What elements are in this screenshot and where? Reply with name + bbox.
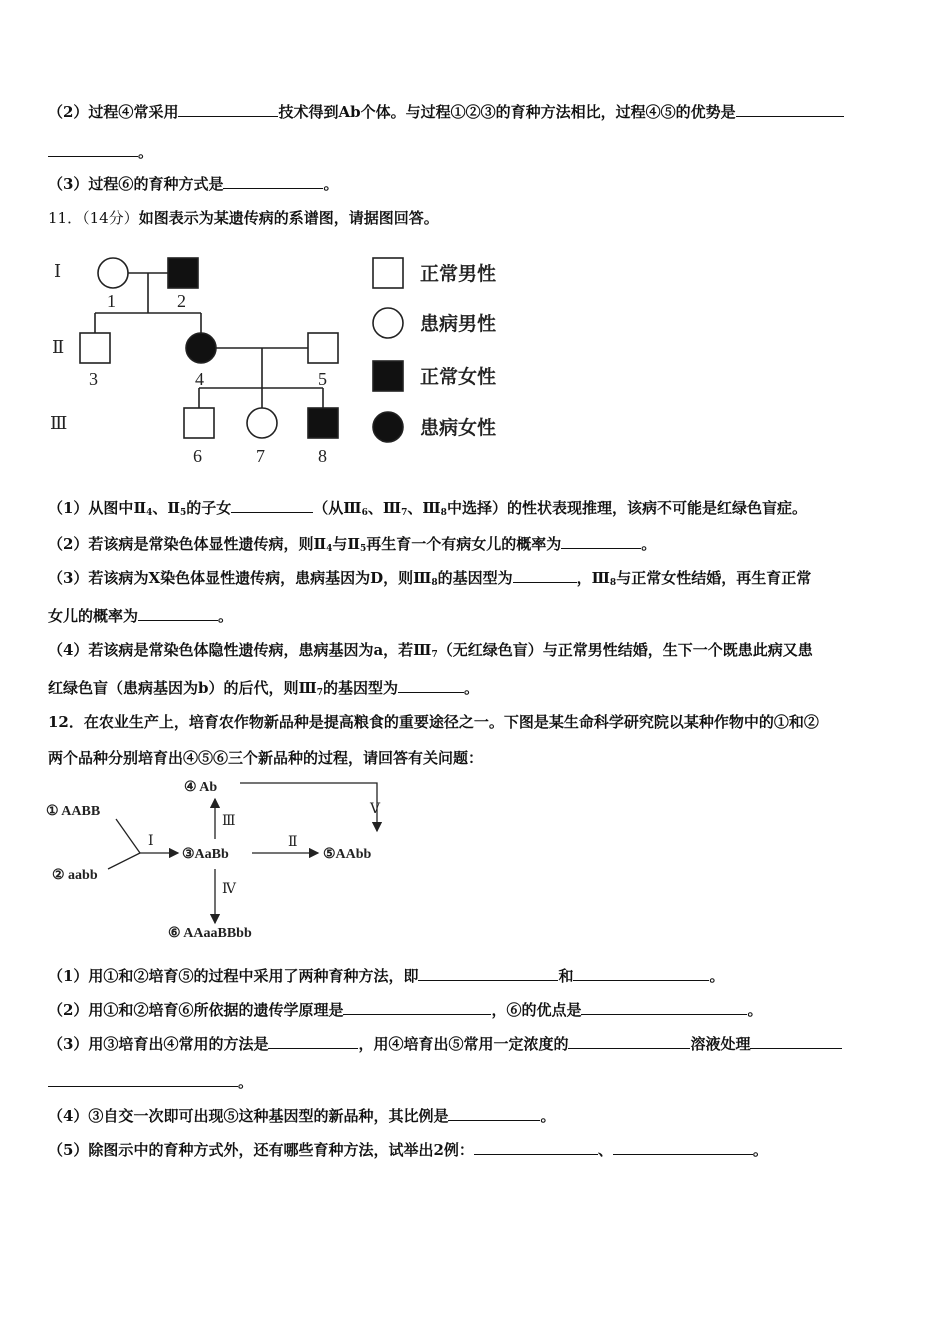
q12-sub4 [48, 1106, 555, 1126]
question-text: （3）用③培育出④常用的方法是 [48, 1035, 269, 1053]
answer-blank[interactable] [513, 568, 577, 583]
answer-blank[interactable] [568, 1034, 690, 1049]
pedigree-II5-square [308, 333, 338, 363]
step-III: Ⅲ [222, 814, 236, 829]
member-number: 2 [177, 291, 186, 311]
answer-blank[interactable] [613, 1140, 753, 1155]
step-II: Ⅱ [288, 835, 298, 850]
breeding-diagram [40, 775, 420, 945]
subscript-number: 8 [431, 578, 438, 588]
member-number: 8 [318, 446, 327, 466]
question-text: ，⑥的优点是 [491, 1001, 582, 1019]
q12-sub3-line1 [48, 1034, 842, 1054]
legend-label: 患病女性 [420, 418, 497, 439]
pedigree-II4-circle [186, 333, 216, 363]
answer-blank[interactable] [398, 678, 464, 693]
q11-sub4-line1 [48, 640, 813, 665]
question-text: （1）从图中Ⅱ [48, 499, 147, 517]
pedigree-I1-circle [98, 258, 128, 288]
question-text: 的基因型为 [323, 679, 399, 697]
question-text: 红绿色盲（患病基因为b）的后代，则Ⅲ [48, 679, 317, 697]
q10-part2-line1 [48, 102, 844, 122]
q10-part2-line2 [48, 142, 153, 162]
subscript-number: 5 [180, 508, 187, 518]
answer-blank[interactable] [48, 142, 138, 157]
subscript-number: 4 [146, 508, 153, 518]
question-text: 。 [540, 1107, 556, 1125]
question-text: 中选择）的性状表现推理，该病不可能是红绿色盲症。 [446, 499, 807, 517]
pedigree-I2-square [168, 258, 198, 288]
question-text: 。 [752, 1141, 768, 1159]
subscript-number: 8 [609, 578, 617, 588]
question-text: 与Ⅱ [332, 535, 361, 553]
answer-blank[interactable] [573, 966, 709, 981]
legend-square-filled [373, 361, 403, 391]
gen-label-III: Ⅲ [50, 413, 68, 433]
question-text: 的基因型为 [437, 569, 513, 587]
answer-blank[interactable] [581, 1000, 747, 1015]
member-number: 1 [107, 291, 116, 311]
question-text: 溶液处理 [690, 1035, 751, 1053]
member-number: 7 [256, 446, 265, 466]
legend-label: 患病男性 [420, 314, 497, 335]
answer-blank[interactable] [223, 174, 323, 189]
question-text: 女儿的概率为 [48, 607, 139, 625]
node-2: ② aabb [52, 868, 98, 883]
question-text: （3）若该病为X染色体显性遗传病，患病基因为D，则Ⅲ [48, 569, 432, 587]
legend-label: 正常男性 [420, 264, 497, 285]
pedigree-III8-square [308, 408, 338, 438]
question-text: 。 [238, 1073, 254, 1091]
q10-p2-text-b: 技术得到 [278, 103, 339, 121]
node-1: ① AABB [46, 804, 101, 819]
step-V: Ⅴ [370, 802, 381, 817]
q12-sub1 [48, 966, 724, 986]
legend-square-open [373, 258, 403, 288]
subscript-number: 7 [401, 508, 408, 518]
question-text: 的子女 [186, 499, 232, 517]
node-6: ⑥ AAaaBBbb [168, 926, 252, 941]
question-text: 。 [218, 607, 234, 625]
q10-p2-text-c: Ab [338, 103, 361, 121]
question-text: 12．在农业生产上，培育农作物新品种是提高粮食的重要途径之一。下图是某生命科学研究院以某种作物中的①和② [48, 713, 819, 731]
question-text: ，用④培育出⑤常用一定浓度的 [358, 1035, 569, 1053]
step-IV: Ⅳ [222, 882, 236, 897]
q10-p2-text-a: （2）过程④常采用 [48, 103, 179, 121]
pedigree-III6-square [184, 408, 214, 438]
answer-blank[interactable] [750, 1034, 842, 1049]
q11-sub1 [48, 498, 807, 523]
question-text: 、Ⅲ [367, 499, 402, 517]
pedigree-III7-circle [247, 408, 277, 438]
node-3: ③AaBb [182, 847, 229, 862]
node-4: ④ Ab [184, 780, 218, 795]
legend-circle-open [373, 308, 403, 338]
q11-sub3-line2 [48, 606, 233, 626]
step-I: Ⅰ [148, 834, 154, 849]
question-text: 、 [597, 1141, 613, 1159]
question-text: （5）除图示中的育种方式外，还有哪些育种方法，试举出2例： [48, 1141, 474, 1159]
question-text: 。 [747, 1001, 763, 1019]
answer-blank[interactable] [48, 1072, 238, 1087]
answer-blank[interactable] [231, 498, 313, 513]
q12-sub3-line2 [48, 1072, 253, 1092]
member-number: 3 [89, 369, 98, 389]
answer-blank[interactable] [736, 102, 844, 117]
q10-part3-line [48, 174, 338, 194]
subscript-number: 5 [360, 544, 367, 554]
question-text: （从Ⅲ [313, 499, 362, 517]
q11-number: 11．（14分） [48, 209, 139, 227]
question-text: 。 [641, 535, 657, 553]
pedigree-II3-square [80, 333, 110, 363]
q10-p2-end: 。 [138, 143, 154, 161]
question-text: 。 [709, 967, 725, 985]
answer-blank[interactable] [561, 534, 641, 549]
answer-blank[interactable] [474, 1140, 598, 1155]
question-text: ，Ⅲ [576, 569, 610, 587]
subscript-number: 6 [361, 508, 368, 518]
subscript-number: 7 [431, 650, 438, 660]
gen-label-I: Ⅰ [54, 261, 62, 281]
legend-circle-filled [373, 412, 403, 442]
answer-blank[interactable] [418, 966, 558, 981]
question-text: 两个品种分别培育出④⑤⑥三个新品种的过程，请回答有关问题： [48, 749, 484, 767]
question-text: 。 [464, 679, 480, 697]
question-text: 、Ⅱ [152, 499, 181, 517]
q11-sub4-line2 [48, 678, 479, 703]
question-text: 与正常女性结婚，再生育正常 [616, 569, 812, 587]
member-number: 5 [318, 369, 327, 389]
question-text: （1）用①和②培育⑤的过程中采用了两种育种方法，即 [48, 967, 419, 985]
answer-blank[interactable] [178, 102, 278, 117]
legend-label: 正常女性 [420, 367, 497, 388]
question-text: （2）若该病是常染色体显性遗传病，则Ⅱ [48, 535, 327, 553]
subscript-number: 7 [316, 688, 324, 698]
question-text: 和 [558, 967, 574, 985]
pedigree-chart [40, 245, 540, 475]
subscript-number: 4 [326, 544, 333, 554]
answer-blank[interactable] [343, 1000, 491, 1015]
subscript-number: 8 [440, 508, 447, 518]
question-text: 、Ⅲ [407, 499, 441, 517]
question-text: （4）若该病是常染色体隐性遗传病，患病基因为a，若Ⅲ [48, 641, 432, 659]
q10-p2-text-d: 个体。与过程①②③的育种方法相比，过程④⑤的优势是 [360, 103, 736, 121]
q10-p3-text: （3）过程⑥的育种方式是 [48, 175, 224, 193]
member-number: 6 [193, 446, 202, 466]
answer-blank[interactable] [448, 1106, 540, 1121]
question-text: （无红绿色盲）与正常男性结婚，生下一个既患此病又患 [437, 641, 813, 659]
question-text: 再生育一个有病女儿的概率为 [366, 535, 562, 553]
gen-label-II: Ⅱ [52, 337, 65, 357]
question-text: （4）③自交一次即可出现⑤这种基因型的新品种，其比例是 [48, 1107, 449, 1125]
q11-title: 如图表示为某遗传病的系谱图，请据图回答。 [138, 209, 439, 227]
question-text: （2）用①和②培育⑥所依据的遗传学原理是 [48, 1001, 344, 1019]
member-number: 4 [195, 369, 204, 389]
q11-sub3-line1 [48, 568, 811, 593]
q10-p3-end: 。 [323, 175, 339, 193]
answer-blank[interactable] [268, 1034, 358, 1049]
node-5: ⑤AAbb [323, 847, 372, 862]
q11-sub2 [48, 534, 656, 559]
q12-sub5 [48, 1140, 768, 1160]
answer-blank[interactable] [138, 606, 218, 621]
q12-sub2 [48, 1000, 762, 1020]
q12-intro-line2 [48, 748, 483, 768]
q12-intro-line1 [48, 712, 819, 732]
q11-heading [48, 208, 439, 228]
